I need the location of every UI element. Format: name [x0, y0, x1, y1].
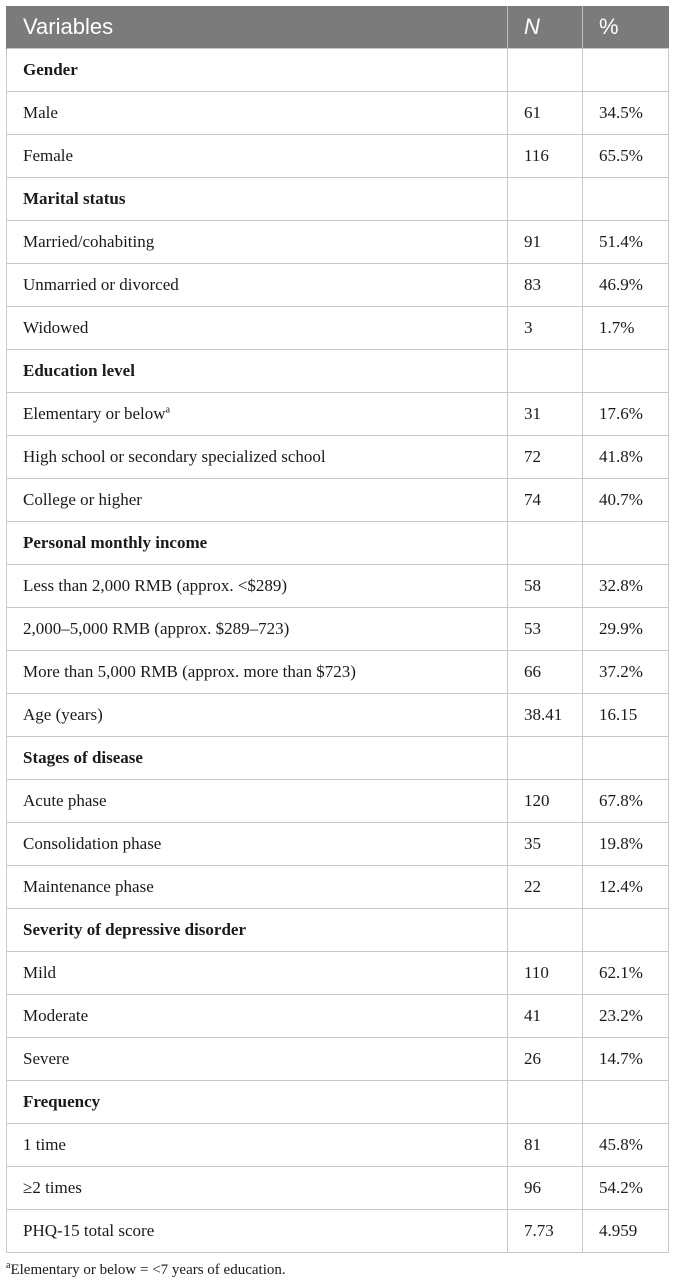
cell-n [508, 349, 583, 392]
row-label-text: Stages of disease [23, 747, 143, 767]
section-heading [7, 521, 508, 564]
row-label [7, 1037, 508, 1080]
cell-n [508, 521, 583, 564]
cell-n: 53 [508, 607, 583, 650]
demographics-table [6, 6, 669, 1253]
cell-n: 41 [508, 994, 583, 1037]
cell-percent [583, 1080, 669, 1123]
section-row [7, 908, 669, 951]
row-label [7, 865, 508, 908]
table-row [7, 306, 669, 349]
row-label-text: Frequency [23, 1091, 101, 1111]
cell-n: 96 [508, 1166, 583, 1209]
row-label-text: Gender [23, 59, 78, 79]
table-row [7, 779, 669, 822]
row-label-text: Less than 2,000 RMB (approx. <$289) [23, 575, 288, 595]
table-row [7, 478, 669, 521]
cell-percent: 17.6% [583, 392, 669, 435]
row-label [7, 435, 508, 478]
table-row [7, 693, 669, 736]
cell-percent: 12.4% [583, 865, 669, 908]
cell-percent: 19.8% [583, 822, 669, 865]
cell-percent: 62.1% [583, 951, 669, 994]
cell-n: 3 [508, 306, 583, 349]
row-label-text: Personal monthly income [23, 532, 208, 552]
row-label [7, 1209, 508, 1252]
row-label [7, 478, 508, 521]
cell-n: 7.73 [508, 1209, 583, 1252]
footnote [6, 1262, 286, 1279]
row-label [7, 779, 508, 822]
cell-n: 66 [508, 650, 583, 693]
table-body [7, 48, 669, 1252]
cell-percent: 65.5% [583, 134, 669, 177]
cell-n: 72 [508, 435, 583, 478]
row-label [7, 263, 508, 306]
cell-n [508, 48, 583, 91]
cell-n: 35 [508, 822, 583, 865]
row-label-text: 2,000–5,000 RMB (approx. $289–723) [23, 618, 290, 638]
row-label-text: Married/cohabiting [23, 231, 155, 251]
footnote-text: Elementary or below = <7 years of education. [10, 1262, 286, 1278]
row-label-text: Consolidation phase [23, 833, 162, 853]
row-label [7, 91, 508, 134]
cell-n: 38.41 [508, 693, 583, 736]
row-label-text: Marital status [23, 188, 126, 208]
cell-n [508, 177, 583, 220]
cell-percent: 45.8% [583, 1123, 669, 1166]
row-label [7, 822, 508, 865]
cell-percent [583, 521, 669, 564]
table-row [7, 134, 669, 177]
cell-n: 83 [508, 263, 583, 306]
cell-n: 116 [508, 134, 583, 177]
table-row [7, 951, 669, 994]
table-row [7, 1209, 669, 1252]
cell-percent: 4.959 [583, 1209, 669, 1252]
cell-percent [583, 349, 669, 392]
table-row [7, 650, 669, 693]
section-row [7, 177, 669, 220]
cell-n: 26 [508, 1037, 583, 1080]
row-label [7, 1123, 508, 1166]
row-label-text: College or higher [23, 489, 142, 509]
cell-percent: 54.2% [583, 1166, 669, 1209]
section-heading [7, 908, 508, 951]
row-label [7, 392, 508, 435]
header-row [7, 6, 669, 48]
table-row [7, 994, 669, 1037]
table-row [7, 1123, 669, 1166]
row-label [7, 607, 508, 650]
section-heading [7, 177, 508, 220]
row-label [7, 994, 508, 1037]
row-label [7, 220, 508, 263]
cell-percent: 23.2% [583, 994, 669, 1037]
row-label-text: ≥2 times [23, 1177, 82, 1197]
cell-percent: 40.7% [583, 478, 669, 521]
cell-percent [583, 736, 669, 779]
row-label-text: PHQ-15 total score [23, 1220, 155, 1240]
cell-percent: 41.8% [583, 435, 669, 478]
row-label [7, 693, 508, 736]
row-label-text: Moderate [23, 1005, 89, 1025]
row-label [7, 1166, 508, 1209]
row-label-text: Female [23, 145, 74, 165]
section-row [7, 521, 669, 564]
table-row [7, 607, 669, 650]
row-label-text: Unmarried or divorced [23, 274, 179, 294]
table-row [7, 1037, 669, 1080]
table-row [7, 91, 669, 134]
header-percent: % [583, 6, 669, 48]
cell-percent [583, 177, 669, 220]
section-row [7, 1080, 669, 1123]
cell-n: 74 [508, 478, 583, 521]
footnote-ref: a [165, 403, 171, 415]
table-row [7, 564, 669, 607]
cell-percent: 32.8% [583, 564, 669, 607]
row-label-text: More than 5,000 RMB (approx. more than $723) [23, 661, 356, 681]
row-label [7, 650, 508, 693]
row-label-text: Age (years) [23, 704, 103, 724]
table-row [7, 865, 669, 908]
table-row [7, 822, 669, 865]
cell-percent: 46.9% [583, 263, 669, 306]
cell-percent: 29.9% [583, 607, 669, 650]
section-heading [7, 349, 508, 392]
row-label-text: Severe [23, 1048, 70, 1068]
cell-n: 91 [508, 220, 583, 263]
row-label [7, 564, 508, 607]
header-variables: Variables [7, 6, 508, 48]
section-row [7, 48, 669, 91]
cell-percent: 16.15 [583, 693, 669, 736]
section-heading [7, 736, 508, 779]
row-label [7, 951, 508, 994]
table-row [7, 1166, 669, 1209]
row-label-text: Widowed [23, 317, 89, 337]
row-label-text: 1 time [23, 1134, 66, 1154]
cell-n: 58 [508, 564, 583, 607]
table-header [7, 6, 669, 48]
section-row [7, 349, 669, 392]
cell-percent: 67.8% [583, 779, 669, 822]
row-label [7, 306, 508, 349]
cell-n: 61 [508, 91, 583, 134]
table-row [7, 220, 669, 263]
footnote-marker: a [6, 1260, 11, 1271]
cell-percent: 14.7% [583, 1037, 669, 1080]
table-row [7, 392, 669, 435]
cell-percent [583, 908, 669, 951]
row-label-text: Elementary or below [23, 403, 166, 423]
cell-percent: 37.2% [583, 650, 669, 693]
header-n: N [508, 6, 583, 48]
row-label-text: Acute phase [23, 790, 107, 810]
cell-n: 31 [508, 392, 583, 435]
section-heading [7, 48, 508, 91]
row-label-text: Maintenance phase [23, 876, 154, 896]
section-row [7, 736, 669, 779]
cell-percent [583, 48, 669, 91]
row-label [7, 134, 508, 177]
section-heading [7, 1080, 508, 1123]
cell-n: 120 [508, 779, 583, 822]
cell-n [508, 736, 583, 779]
table-row [7, 435, 669, 478]
cell-n: 110 [508, 951, 583, 994]
row-label-text: Mild [23, 962, 57, 982]
row-label-text: Male [23, 102, 58, 122]
cell-percent: 51.4% [583, 220, 669, 263]
table-row [7, 263, 669, 306]
cell-n [508, 1080, 583, 1123]
cell-percent: 34.5% [583, 91, 669, 134]
cell-percent: 1.7% [583, 306, 669, 349]
row-label-text: High school or secondary specialized school [23, 446, 326, 466]
row-label-text: Severity of depressive disorder [23, 919, 247, 939]
row-label-text: Education level [23, 360, 135, 380]
cell-n: 81 [508, 1123, 583, 1166]
cell-n: 22 [508, 865, 583, 908]
cell-n [508, 908, 583, 951]
table-wrapper [6, 6, 668, 1253]
